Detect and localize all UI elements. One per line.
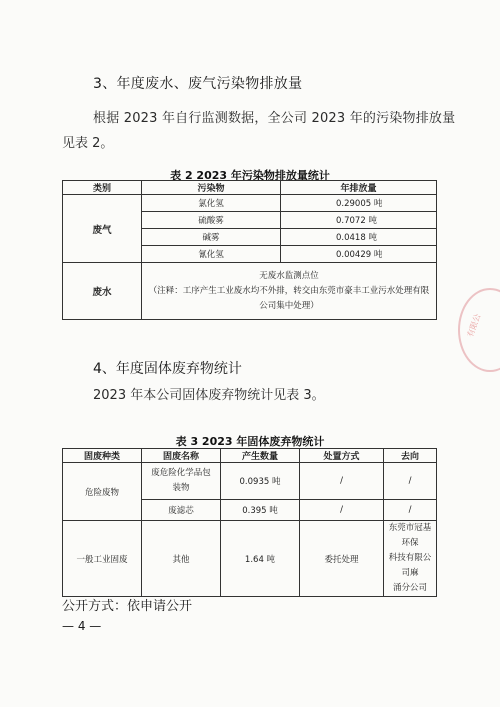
header-disposal-method: 处置方式 bbox=[300, 449, 384, 463]
header-waste-type: 固废种类 bbox=[63, 449, 142, 463]
table-header-row bbox=[63, 449, 437, 463]
destination-cell: / bbox=[384, 500, 437, 521]
waste-name-line1: 废危险化学品包 bbox=[151, 468, 211, 478]
water-note-cell bbox=[142, 263, 437, 320]
waste-name-cell bbox=[142, 463, 221, 500]
section-3-paragraph-line1: 根据 2023 年自行监测数据，全公司 2023 年的污染物排放量 bbox=[93, 111, 456, 126]
water-category-cell: 废水 bbox=[63, 263, 142, 320]
table-row bbox=[63, 195, 437, 212]
section-3-paragraph-line2: 见表 2。 bbox=[62, 136, 114, 151]
pollutant-cell: 氯化氢 bbox=[142, 195, 281, 212]
destination-cell: / bbox=[384, 463, 437, 500]
header-quantity: 产生数量 bbox=[221, 449, 300, 463]
quantity-cell: 0.0935 吨 bbox=[221, 463, 300, 500]
section-4-heading: 4、年度固体废弃物统计 bbox=[93, 361, 242, 377]
amount-cell: 0.00429 吨 bbox=[281, 246, 437, 263]
pollutant-cell: 硫酸雾 bbox=[142, 212, 281, 229]
header-waste-name: 固废名称 bbox=[142, 449, 221, 463]
table-row bbox=[63, 521, 437, 597]
destination-line1: 东莞市冠基环保 bbox=[388, 523, 432, 548]
water-note-line3: 公司集中处理） bbox=[259, 300, 319, 311]
waste-name-cell: 废滤芯 bbox=[142, 500, 221, 521]
table-2-caption: 表 2 2023 年污染物排放量统计 bbox=[170, 169, 330, 182]
seal-text: 有限公 bbox=[465, 312, 483, 339]
amount-cell: 0.7072 吨 bbox=[281, 212, 437, 229]
section-3-heading: 3、年度废水、废气污染物排放量 bbox=[93, 76, 303, 92]
general-category-cell: 一般工业固废 bbox=[63, 521, 142, 597]
header-annual-emission: 年排放量 bbox=[281, 181, 437, 195]
method-cell: / bbox=[300, 500, 384, 521]
header-destination: 去向 bbox=[384, 449, 437, 463]
water-note-line1: 无废水监测点位 bbox=[259, 270, 319, 281]
amount-cell: 0.29005 吨 bbox=[281, 195, 437, 212]
quantity-cell: 0.395 吨 bbox=[221, 500, 300, 521]
gas-category-cell: 废气 bbox=[63, 195, 142, 263]
hazardous-category-cell: 危险废物 bbox=[63, 463, 142, 521]
pollutant-cell: 氰化氢 bbox=[142, 246, 281, 263]
waste-name-line2: 装物 bbox=[172, 483, 190, 493]
table-3-caption: 表 3 2023 年固体废弃物统计 bbox=[175, 435, 325, 448]
quantity-cell: 1.64 吨 bbox=[221, 521, 300, 597]
public-method-text: 公开方式：依申请公开 bbox=[62, 599, 193, 614]
waste-name-cell: 其他 bbox=[142, 521, 221, 597]
table-header-row bbox=[63, 181, 437, 195]
table-row bbox=[63, 463, 437, 500]
pollutant-emission-table bbox=[62, 180, 437, 320]
header-category: 类别 bbox=[63, 181, 142, 195]
header-pollutant: 污染物 bbox=[142, 181, 281, 195]
water-note-line2: （注释：工序产生工业废水均不外排，转交由东莞市豪丰工业污水处理有限 bbox=[148, 285, 430, 296]
method-cell: 委托处理 bbox=[300, 521, 384, 597]
destination-cell bbox=[384, 521, 437, 597]
section-4-paragraph: 2023 年本公司固体废弃物统计见表 3。 bbox=[93, 388, 325, 403]
amount-cell: 0.0418 吨 bbox=[281, 229, 437, 246]
destination-line3: 涌分公司 bbox=[392, 583, 427, 593]
company-seal bbox=[458, 288, 500, 372]
destination-line2: 科技有限公司麻 bbox=[388, 553, 432, 578]
pollutant-cell: 碱雾 bbox=[142, 229, 281, 246]
method-cell: / bbox=[300, 463, 384, 500]
solid-waste-table bbox=[62, 448, 437, 597]
table-row bbox=[63, 263, 437, 320]
page-number: — 4 — bbox=[62, 619, 102, 633]
